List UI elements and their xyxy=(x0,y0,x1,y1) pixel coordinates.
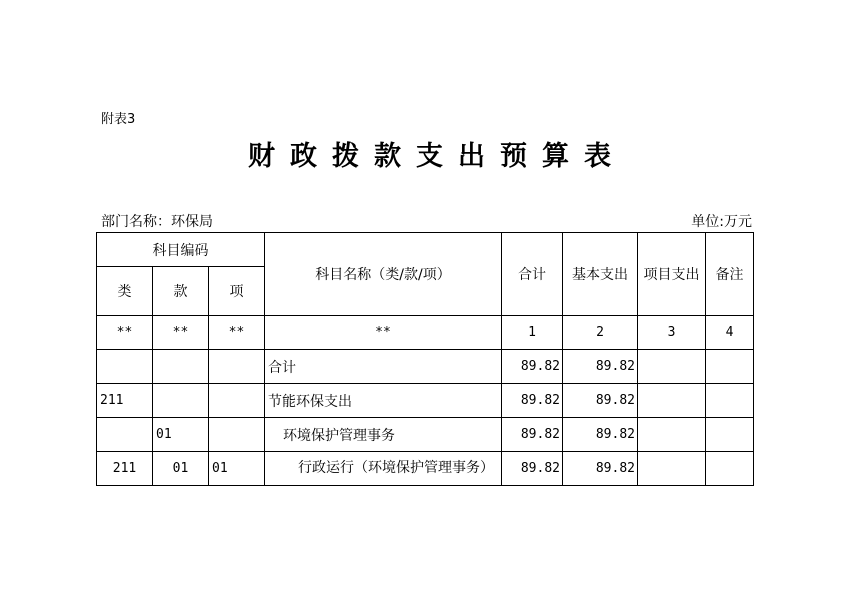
index-cell: 2 xyxy=(563,316,638,350)
index-cell: ** xyxy=(153,316,209,350)
cell-project xyxy=(638,452,706,486)
table-row xyxy=(97,418,754,452)
header-basic: 基本支出 xyxy=(563,233,638,316)
cell-remark xyxy=(706,418,754,452)
cell-lei: 211 xyxy=(97,384,153,418)
cell-project xyxy=(638,418,706,452)
header-row-1 xyxy=(97,233,754,267)
cell-project xyxy=(638,384,706,418)
cell-total: 89.82 xyxy=(502,418,563,452)
cell-basic: 89.82 xyxy=(563,384,638,418)
index-cell: 4 xyxy=(706,316,754,350)
cell-basic: 89.82 xyxy=(563,350,638,384)
page-title: 财政拨款支出预算表 xyxy=(248,141,626,172)
header-xiang: 项 xyxy=(209,267,265,316)
cell-xiang xyxy=(209,418,265,452)
cell-xiang xyxy=(209,384,265,418)
cell-lei: 211 xyxy=(97,452,153,486)
table-row xyxy=(97,452,754,486)
attachment-label: 附表3 xyxy=(101,112,136,127)
header-subject-name: 科目名称（类/款/项） xyxy=(265,233,502,316)
cell-kuan xyxy=(153,350,209,384)
header-kuan: 款 xyxy=(153,267,209,316)
cell-subject-name: 合计 xyxy=(265,350,502,384)
cell-total: 89.82 xyxy=(502,452,563,486)
cell-project xyxy=(638,350,706,384)
cell-remark xyxy=(706,384,754,418)
index-cell: 1 xyxy=(502,316,563,350)
department-name: 部门名称：环保局 xyxy=(101,214,213,230)
cell-subject-name: 环境保护管理事务 xyxy=(265,418,502,452)
cell-total: 89.82 xyxy=(502,384,563,418)
index-cell: ** xyxy=(265,316,502,350)
header-remark: 备注 xyxy=(706,233,754,316)
cell-subject-name: 行政运行（环境保护管理事务） xyxy=(265,452,502,486)
unit-label: 单位:万元 xyxy=(691,214,752,230)
table-row xyxy=(97,350,754,384)
header-code-group: 科目编码 xyxy=(97,233,265,267)
cell-subject-name: 节能环保支出 xyxy=(265,384,502,418)
header-total: 合计 xyxy=(502,233,563,316)
cell-remark xyxy=(706,452,754,486)
header-project: 项目支出 xyxy=(638,233,706,316)
cell-kuan: 01 xyxy=(153,452,209,486)
header-lei: 类 xyxy=(97,267,153,316)
index-cell: ** xyxy=(97,316,153,350)
table-row xyxy=(97,384,754,418)
cell-remark xyxy=(706,350,754,384)
cell-basic: 89.82 xyxy=(563,452,638,486)
cell-lei xyxy=(97,350,153,384)
cell-kuan: 01 xyxy=(153,418,209,452)
index-cell: ** xyxy=(209,316,265,350)
cell-basic: 89.82 xyxy=(563,418,638,452)
cell-lei xyxy=(97,418,153,452)
cell-kuan xyxy=(153,384,209,418)
cell-xiang xyxy=(209,350,265,384)
cell-xiang: 01 xyxy=(209,452,265,486)
cell-total: 89.82 xyxy=(502,350,563,384)
index-row xyxy=(97,316,754,350)
budget-table xyxy=(96,232,754,486)
index-cell: 3 xyxy=(638,316,706,350)
